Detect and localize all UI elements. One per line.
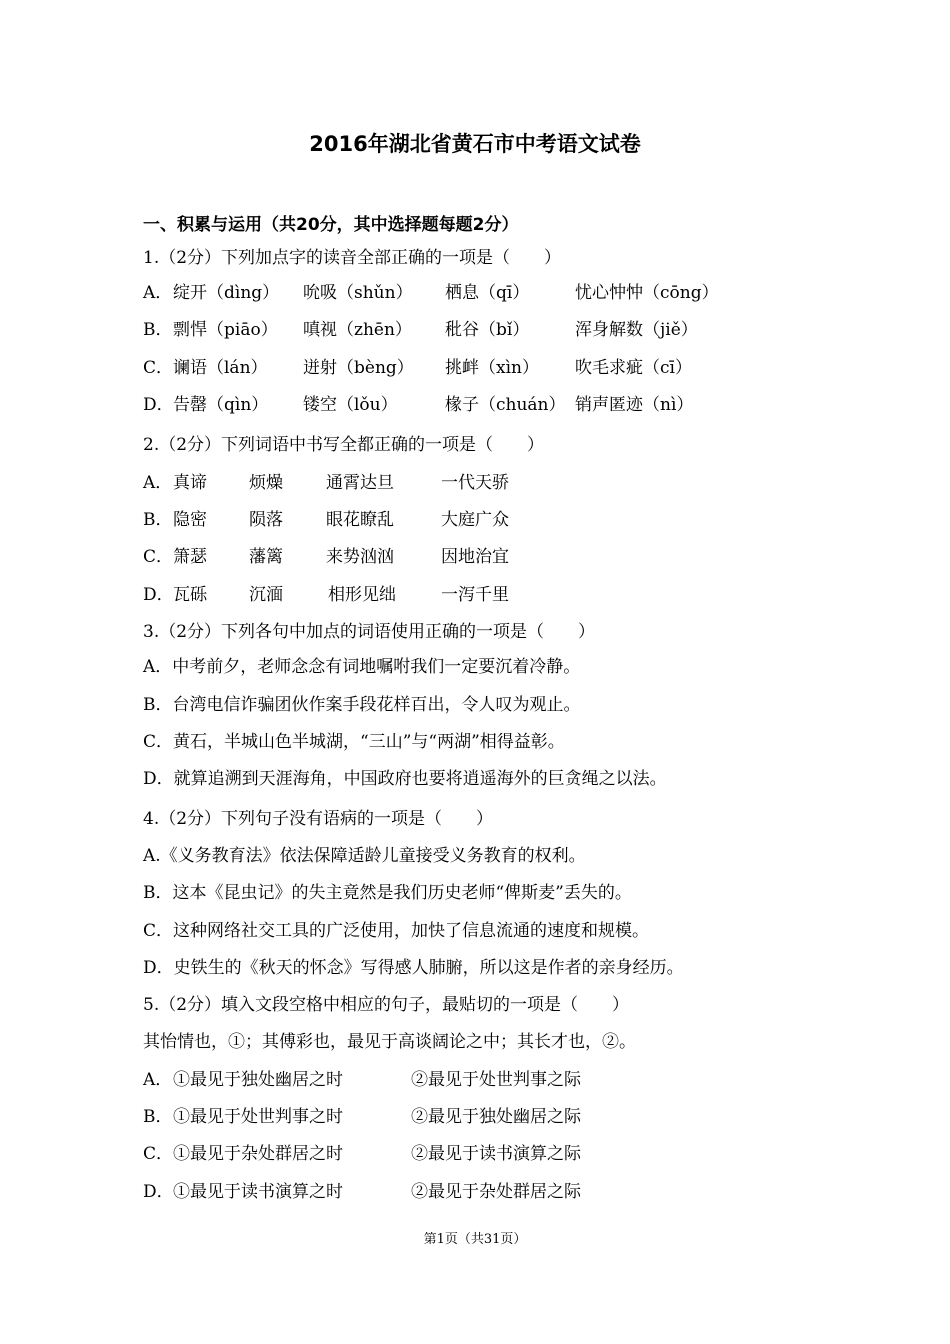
option-item: 一代天骄 <box>441 473 509 493</box>
option-item: 箫瑟 <box>173 547 207 567</box>
option-item: ①最见于独处幽居之时 <box>173 1070 343 1090</box>
option-item: ②最见于读书演算之际 <box>411 1144 581 1164</box>
option-label: C． <box>143 1144 174 1164</box>
q4-option-c: C．这种网络社交工具的广泛使用，加快了信息流通的速度和规模。 <box>143 921 650 941</box>
option-label: B． <box>143 320 173 340</box>
option-item: 嗔视（zhēn） <box>303 320 412 340</box>
option-item: 瓦砾 <box>173 585 207 605</box>
option-item: 镂空（lǒu） <box>303 395 398 415</box>
option-item: 来势汹汹 <box>326 547 394 567</box>
option-label: D． <box>143 395 174 415</box>
option-item: 因地治宜 <box>441 547 509 567</box>
option-label: C． <box>143 547 174 567</box>
q3-option-a: A．中考前夕，老师念念有词地嘱咐我们一定要沉着冷静。 <box>143 657 581 677</box>
q2-stem: 2.（2分）下列词语中书写全都正确的一项是（ ） <box>143 435 545 455</box>
option-item: 陨落 <box>249 510 283 530</box>
option-item: 通霄达旦 <box>326 473 394 493</box>
option-label: D． <box>143 1182 174 1202</box>
option-item: 吹毛求疵（cī） <box>575 358 692 378</box>
option-item: 告罄（qìn） <box>173 395 269 415</box>
q4-option-a: A.《义务教育法》依法保障适龄儿童接受义务教育的权利。 <box>143 846 586 866</box>
option-item: 忧心忡忡（cōng） <box>575 283 719 303</box>
option-item: 浑身解数（jiě） <box>575 320 698 340</box>
option-item: 相形见绌 <box>328 585 396 605</box>
option-label: A． <box>143 473 173 493</box>
option-item: ①最见于杂处群居之时 <box>173 1144 343 1164</box>
option-item: 藩篱 <box>249 547 283 567</box>
option-item: ②最见于杂处群居之际 <box>411 1182 581 1202</box>
q4-stem: 4.（2分）下列句子没有语病的一项是（ ） <box>143 809 494 829</box>
page-footer: 第1页（共31页） <box>423 1232 527 1247</box>
option-item: ②最见于独处幽居之际 <box>411 1107 581 1127</box>
option-item: 剽悍（piāo） <box>173 320 278 340</box>
option-item: 绽开（dìng） <box>173 283 280 303</box>
option-item: 销声匿迹（nì） <box>575 395 694 415</box>
q1-stem: 1.（2分）下列加点字的读音全部正确的一项是（ ） <box>143 248 562 268</box>
option-item: 挑衅（xìn） <box>445 358 539 378</box>
option-label: D． <box>143 585 174 605</box>
option-item: 一泻千里 <box>441 585 509 605</box>
option-label: B． <box>143 1107 173 1127</box>
option-item: 沉湎 <box>249 585 283 605</box>
q3-option-b: B．台湾电信诈骗团伙作案手段花样百出，令人叹为观止。 <box>143 695 581 715</box>
option-item: ②最见于处世判事之际 <box>411 1070 581 1090</box>
option-label: C． <box>143 358 174 378</box>
section-heading: 一、积累与运用（共20分，其中选择题每题2分） <box>143 215 519 235</box>
q5-passage: 其怡情也，①；其傅彩也，最见于高谈阔论之中；其长才也，②。 <box>143 1032 636 1052</box>
option-item: 隐密 <box>173 510 207 530</box>
option-item: 真谛 <box>173 473 207 493</box>
q4-option-b: B．这本《昆虫记》的失主竟然是我们历史老师“俾斯麦”丢失的。 <box>143 883 632 903</box>
option-item: 栖息（qī） <box>445 283 530 303</box>
option-item: 秕谷（bǐ） <box>445 320 530 340</box>
option-item: 眼花瞭乱 <box>326 510 394 530</box>
q4-option-d: D．史铁生的《秋天的怀念》写得感人肺腑，所以这是作者的亲身经历。 <box>143 958 684 978</box>
option-item: 谰语（lán） <box>173 358 268 378</box>
option-item: 烦燥 <box>249 473 283 493</box>
option-label: B． <box>143 510 173 530</box>
q3-option-d: D．就算追溯到天涯海角，中国政府也要将逍遥海外的巨贪绳之以法。 <box>143 769 667 789</box>
option-label: A． <box>143 283 173 303</box>
option-item: ①最见于处世判事之时 <box>173 1107 343 1127</box>
q3-option-c: C．黄石，半城山色半城湖，“三山”与“两湖”相得益彰。 <box>143 732 565 752</box>
q5-stem: 5.（2分）填入文段空格中相应的句子，最贴切的一项是（ ） <box>143 995 630 1015</box>
option-item: 椽子（chuán） <box>445 395 566 415</box>
q3-stem: 3.（2分）下列各句中加点的词语使用正确的一项是（ ） <box>143 622 596 642</box>
option-item: 吮吸（shǔn） <box>303 283 413 303</box>
option-item: 大庭广众 <box>441 510 509 530</box>
option-item: ①最见于读书演算之时 <box>173 1182 343 1202</box>
option-label: A． <box>143 1070 173 1090</box>
page-title: 2016年湖北省黄石市中考语文试卷 <box>309 132 641 156</box>
option-item: 迸射（bèng） <box>303 358 414 378</box>
